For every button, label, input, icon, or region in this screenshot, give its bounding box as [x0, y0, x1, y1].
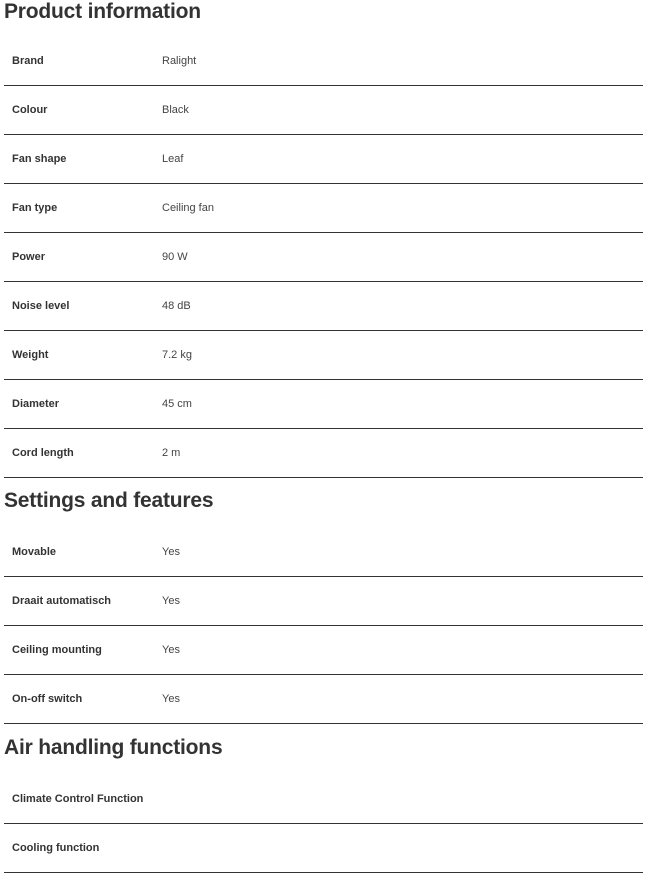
spec-key: Power	[12, 251, 46, 263]
spec-row-cooling-function	[4, 824, 643, 873]
spec-row-ceiling-mounting	[4, 626, 643, 675]
spec-key: Brand	[12, 55, 44, 67]
spec-row-cord-length	[4, 429, 643, 478]
spec-row-colour	[4, 86, 643, 135]
spec-key: Weight	[12, 349, 49, 361]
spec-value: Ceiling fan	[162, 202, 214, 214]
spec-value: Leaf	[162, 153, 184, 165]
spec-key: Colour	[12, 104, 48, 116]
spec-row-weight	[4, 331, 643, 380]
spec-row-fan-shape	[4, 135, 643, 184]
spec-value: Yes	[162, 546, 180, 558]
spec-value: 2 m	[162, 447, 181, 459]
spec-key: On-off switch	[12, 693, 83, 705]
spec-key: Climate Control Function	[12, 793, 144, 805]
spec-key: Cooling function	[12, 842, 100, 854]
spec-key: Noise level	[12, 300, 70, 312]
spec-row-climate-control-function	[4, 775, 643, 824]
spec-row-fan-type	[4, 184, 643, 233]
spec-value: 48 dB	[162, 300, 191, 312]
spec-value: 7.2 kg	[162, 349, 192, 361]
spec-table	[4, 528, 643, 724]
spec-row-diameter	[4, 380, 643, 429]
spec-row-on-off-switch	[4, 675, 643, 724]
spec-row-movable	[4, 528, 643, 577]
spec-key: Draait automatisch	[12, 595, 112, 607]
section-title: Settings and features	[4, 489, 214, 512]
spec-table	[4, 775, 643, 873]
section-air-handling-functions	[4, 736, 643, 873]
spec-value: Ralight	[162, 55, 197, 67]
spec-key: Diameter	[12, 398, 60, 410]
spec-key: Fan type	[12, 202, 58, 214]
spec-value: Black	[162, 104, 189, 116]
spec-value: Yes	[162, 644, 180, 656]
spec-value: 90 W	[162, 251, 188, 263]
section-product-information	[4, 0, 643, 478]
spec-value: Yes	[162, 595, 180, 607]
spec-table	[4, 37, 643, 478]
spec-row-power	[4, 233, 643, 282]
spec-page	[4, 0, 643, 854]
spec-row-draait-automatisch	[4, 577, 643, 626]
spec-key: Ceiling mounting	[12, 644, 102, 656]
section-settings-and-features	[4, 489, 643, 724]
spec-key: Fan shape	[12, 153, 67, 165]
spec-key: Cord length	[12, 447, 74, 459]
spec-row-brand	[4, 37, 643, 86]
spec-row-noise-level	[4, 282, 643, 331]
section-title: Air handling functions	[4, 736, 223, 759]
spec-value: 45 cm	[162, 398, 192, 410]
section-title: Product information	[4, 0, 201, 23]
spec-key: Movable	[12, 546, 57, 558]
spec-value: Yes	[162, 693, 180, 705]
